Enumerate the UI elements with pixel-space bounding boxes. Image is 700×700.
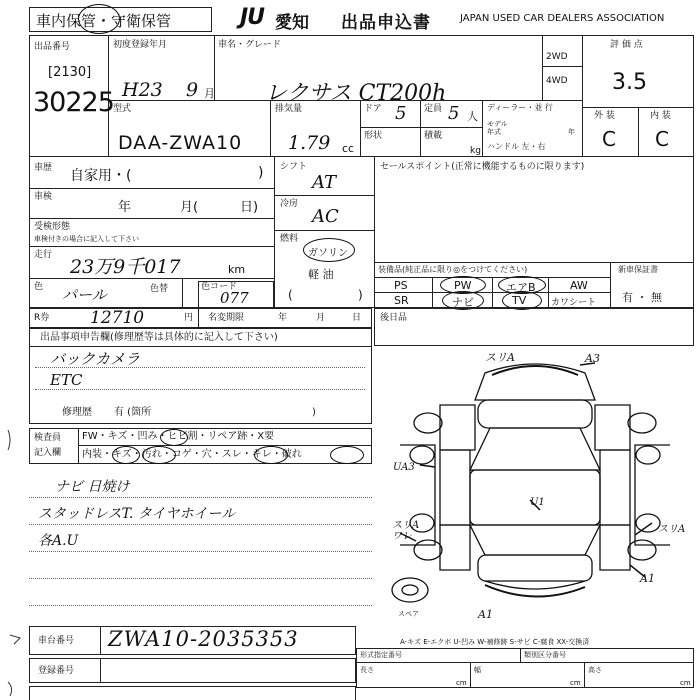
fuel-label: 燃料 — [280, 234, 299, 244]
dealer-l4: 年 — [568, 128, 575, 136]
history-label: 車歴 — [34, 163, 53, 173]
reg-number-box — [29, 658, 356, 683]
ac-label: 冷房 — [280, 199, 299, 209]
diagram-rear-glass — [470, 525, 600, 555]
inspector-label-2: 記入欄 — [34, 448, 62, 458]
inspection-type-sub: 車検付きの場合に記入して下さい — [34, 235, 139, 243]
mileage-label: 走行 — [34, 250, 53, 260]
model-cert-label: 形式指定番号 — [360, 651, 402, 659]
shape-label: 形状 — [364, 131, 383, 141]
margin-scribbles — [0, 430, 28, 700]
car-name: レクサス CT200h — [265, 81, 447, 106]
name-change-year: 年 — [278, 313, 288, 323]
diagram-front-bumper — [475, 364, 595, 400]
shift-value: AT — [312, 172, 337, 193]
inspector-circle-wear — [254, 446, 288, 464]
fuel-paren-close: ) — [358, 288, 363, 302]
drive-4wd: 4WD — [546, 76, 568, 86]
extra-row — [29, 686, 356, 700]
r-ticket-amount: 12710 — [90, 308, 145, 328]
diagram-wheel-fr — [628, 413, 656, 433]
diagram-front-left-fender — [440, 405, 475, 450]
inspector-row-1: FW・キズ・凹み・ヒビ割・リペア跡・X要 — [82, 431, 275, 442]
warranty-label: 新車保証書 — [618, 265, 658, 274]
equip-airbag: エアB — [506, 281, 536, 294]
diagram-windshield — [470, 428, 600, 470]
diagram-rear-left-fender — [440, 525, 470, 570]
notes-line1: バックカメラ — [50, 350, 141, 368]
equip-sr: SR — [394, 294, 409, 307]
diagram-trunk — [478, 555, 592, 581]
diagram-front-right-fender — [595, 405, 630, 450]
repair-history-value: 有 (箇所 — [114, 407, 152, 418]
doors-label: ドア — [364, 104, 382, 114]
name-change-month: 月 — [316, 313, 326, 323]
diagram-mark-left-lower-label: スリA ワレ — [392, 520, 420, 542]
inspector-note-2: スタッドレスT. タイヤホイール — [38, 506, 236, 522]
equip-label: 装備品(純正品に限り◎をつけてください) — [378, 265, 528, 274]
ext-label: 外 装 — [594, 111, 615, 121]
inspector-row-2: 内装・キズ・汚れ・コゲ・穴・スレ・キレ・破れ — [82, 449, 302, 460]
inspector-circle-dirt — [142, 446, 176, 464]
first-reg-era: H23 — [122, 79, 163, 101]
form-title: 出品申込書 — [341, 13, 431, 33]
length-unit: cm — [456, 679, 467, 687]
int-grade: C — [655, 127, 669, 151]
history-close: ) — [258, 165, 264, 181]
diagram-wheel-side-rr — [636, 514, 660, 532]
inspection-type-label: 受検形態 — [34, 222, 71, 232]
inspection-year: 年 — [118, 200, 132, 215]
rear-remarks-box — [374, 308, 694, 346]
diagram-mark-bottom-label: A1 — [478, 608, 493, 621]
doors-value: 5 — [395, 103, 407, 124]
width-label: 幅 — [474, 666, 481, 674]
storage-status-circle — [78, 4, 120, 34]
damage-legend: A-キズ E-エクボ U-凹み W-補修跡 S-サビ C-腐食 XX-交換済 — [400, 638, 590, 646]
inspector-note-3: 各A.U — [38, 533, 79, 549]
rear-remarks-label: 後日品 — [380, 313, 408, 323]
mileage-unit: km — [228, 263, 246, 276]
equip-aw: AW — [570, 279, 588, 292]
capacity-label: 定員 — [424, 104, 443, 114]
fuel-gasoline-circle — [303, 238, 355, 262]
notes-line2: ETC — [50, 371, 83, 389]
equip-tv: TV — [512, 294, 527, 307]
length-label: 長さ — [360, 666, 374, 674]
first-reg-month-unit: 月 — [204, 87, 215, 100]
load-unit: kg — [470, 146, 481, 156]
capacity-unit: 人 — [467, 110, 478, 123]
lot-sub-number: [2130] — [48, 65, 92, 80]
load-label: 積載 — [424, 131, 443, 141]
inspector-circle-dent — [160, 429, 188, 446]
repair-history-label: 修理歴 — [62, 407, 92, 418]
diagram-mark-bottom — [485, 585, 585, 597]
mileage-value: 23万9千017 — [70, 256, 181, 278]
height-label: 高さ — [588, 666, 602, 674]
inspector-label-1: 検査員 — [34, 433, 62, 443]
dealer-l1: ディーラー・並 行 — [487, 103, 553, 112]
diagram-spare-tire — [392, 578, 428, 602]
repair-history-close: ) — [312, 407, 316, 418]
name-change-label: 名変期限 — [208, 313, 245, 323]
lot-number: 30225 — [33, 87, 114, 118]
equip-pw: PW — [454, 279, 472, 292]
model-label: 型式 — [113, 104, 132, 114]
warranty-value: 有 ・ 無 — [622, 291, 662, 304]
ac-value: AC — [312, 206, 339, 227]
width-unit: cm — [570, 679, 581, 687]
diagram-mark-right-lower-label: A1 — [640, 572, 655, 585]
color-code: 077 — [220, 289, 249, 307]
inspector-note-1: ナビ 日焼け — [55, 479, 130, 495]
association-name: JAPAN USED CAR DEALERS ASSOCIATION — [460, 13, 665, 24]
fuel-gasoline: ガソリン — [308, 248, 348, 259]
name-change-day: 日 — [352, 313, 362, 323]
dealer-l2: モデル — [487, 120, 508, 128]
equip-ps: PS — [394, 279, 408, 292]
equip-leather-seat: カワシート — [551, 298, 597, 308]
car-name-label: 車名・グレード — [218, 40, 282, 50]
drive-2wd: 2WD — [546, 52, 568, 62]
dealer-l5: ハンドル 左・右 — [487, 142, 546, 151]
diagram-left-doors — [440, 450, 470, 525]
inspector-circle-scratch — [112, 446, 140, 464]
score-value: 3.5 — [612, 70, 647, 95]
r-ticket-label: R券 — [34, 313, 50, 323]
color-value: パール — [62, 286, 107, 304]
inspection-day: 日) — [240, 200, 259, 215]
displacement-label: 排気量 — [275, 104, 303, 114]
storage-status: 車内保管・守衛保管 — [36, 12, 172, 30]
diagram-rear-bumper — [485, 581, 585, 589]
equip-navi: ナビ — [452, 296, 474, 309]
color-replace-label: 色替 — [150, 284, 169, 294]
model-value: DAA-ZWA10 — [118, 132, 243, 154]
diagram-wheel-rl — [414, 540, 442, 560]
inspector-circle-tear — [330, 446, 364, 464]
displacement-value: 1.79 — [288, 132, 331, 154]
sales-point-label: セールスポイント(正常に機能するものに限ります) — [380, 162, 585, 172]
fuel-paren-open: ( — [288, 288, 293, 302]
diagram-mark-top-right-label: A3 — [585, 352, 600, 365]
diagram-mark-center-label: U1 — [530, 497, 545, 508]
ju-logo: JU — [240, 5, 265, 30]
int-label: 内 装 — [650, 111, 671, 121]
ext-grade: C — [602, 127, 616, 151]
diagram-wheel-side-fr — [636, 446, 660, 464]
score-label: 評 価 点 — [610, 40, 643, 50]
color-label: 色 — [34, 282, 44, 292]
lot-label: 出品番号 — [34, 42, 71, 52]
capacity-value: 5 — [448, 103, 460, 124]
inspection-label: 車検 — [34, 192, 53, 202]
fuel-diesel: 軽 油 — [308, 268, 334, 281]
org-name: 愛知 — [275, 13, 309, 33]
shift-label: シフト — [280, 162, 308, 172]
height-unit: cm — [680, 679, 691, 687]
reg-number-label: 登録番号 — [38, 666, 75, 676]
chassis-label: 車台番号 — [38, 636, 75, 646]
diagram-hood — [478, 400, 592, 428]
first-reg-label: 初度登録年月 — [113, 40, 168, 50]
chassis-number: ZWA10-2035353 — [108, 627, 299, 651]
history-value: 自家用・( — [70, 168, 132, 184]
diagram-mark-top-label: スリA — [485, 351, 515, 364]
diagram-rear-right-fender — [600, 525, 630, 570]
class-label: 類別区分番号 — [524, 651, 566, 659]
diagram-right-doors — [600, 450, 630, 525]
diagram-wheel-rr — [628, 540, 656, 560]
first-reg-month-num: 9 — [186, 79, 199, 101]
notes-label: 出品事項申告欄(修理歴等は具体的に記入して下さい) — [40, 332, 278, 343]
color-code-label: 色コード — [201, 282, 238, 292]
diagram-mark-right-label: スリA — [658, 524, 686, 535]
displacement-unit: cc — [342, 142, 355, 155]
diagram-mark-left-label: UA3 — [393, 462, 415, 473]
dealer-l3: 年式 — [487, 128, 501, 136]
diagram-spare-label: スペア — [398, 610, 419, 618]
r-ticket-yen: 円 — [184, 313, 194, 323]
inspection-month: 月( — [180, 200, 199, 215]
diagram-wheel-fl — [414, 413, 442, 433]
